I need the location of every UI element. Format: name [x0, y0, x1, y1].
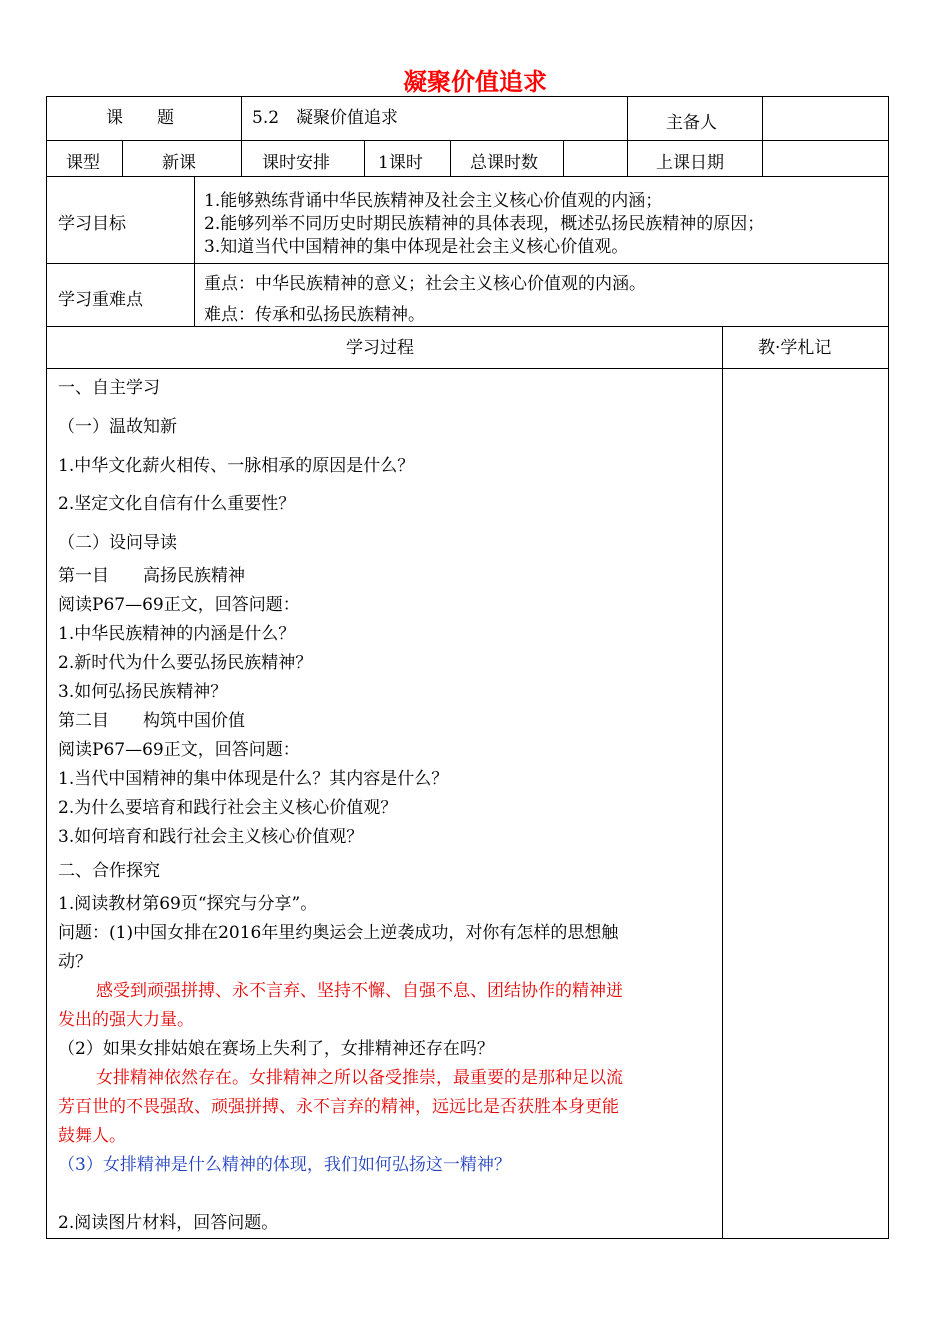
topic-value: 5.2 凝聚价值追求: [252, 108, 399, 128]
topic-label: 课 题: [106, 108, 174, 128]
question: 3.如何弘扬民族精神？: [58, 682, 228, 702]
type-label: 课型: [66, 153, 100, 173]
question: （2）如果女排姑娘在赛场上失利了，女排精神还存在吗？: [58, 1039, 494, 1059]
section-heading: 一、自主学习: [58, 378, 160, 398]
task: 1.阅读教材第69页“探究与分享”。: [58, 894, 318, 914]
preparer-value[interactable]: [772, 108, 882, 132]
question: 3.如何培育和践行社会主义核心价值观？: [58, 827, 364, 847]
question: 2.新时代为什么要弘扬民族精神？: [58, 653, 313, 673]
question: 动？: [58, 952, 92, 972]
notes-header: 教·学札记: [758, 338, 832, 358]
section-heading: 二、合作探究: [58, 861, 160, 881]
subsection-heading: （一）温故知新: [58, 417, 177, 437]
question: 1.中华文化薪火相传、一脉相承的原因是什么？: [58, 456, 415, 476]
question: 1.当代中国精神的集中体现是什么？其内容是什么？: [58, 769, 449, 789]
objectives-label: 学习目标: [58, 214, 126, 234]
objective-item: 3.知道当代中国精神的集中体现是社会主义核心价值观。: [204, 237, 629, 257]
schedule-value: 1课时: [378, 153, 423, 173]
total-hours-value[interactable]: [570, 146, 622, 170]
difficulty-text: 难点：传承和弘扬民族精神。: [204, 305, 425, 325]
objective-item: 1.能够熟练背诵中华民族精神及社会主义核心价值观的内涵；: [204, 191, 663, 211]
question: 2.为什么要培育和践行社会主义核心价值观？: [58, 798, 398, 818]
subsection-heading: （二）设问导读: [58, 533, 177, 553]
answer-text: 鼓舞人。: [58, 1126, 126, 1146]
type-value: 新课: [162, 153, 196, 173]
module-heading: 第二目 构筑中国价值: [58, 711, 245, 731]
answer-text: 女排精神依然存在。女排精神之所以备受推崇，最重要的是那种足以流: [96, 1068, 623, 1088]
preparer-label: 主备人: [666, 113, 717, 133]
reading-instruction: 阅读P67—69正文，回答问题：: [58, 595, 300, 615]
notes-column[interactable]: [730, 374, 882, 1232]
answer-text: 芳百世的不畏强敌、顽强拼搏、永不言弃的精神，远远比是否获胜本身更能: [58, 1097, 619, 1117]
document-title: 凝聚价值追求: [403, 67, 547, 96]
answer-text: 发出的强大力量。: [58, 1010, 194, 1030]
answer-text: 感受到顽强拼搏、永不言弃、坚持不懈、自强不息、团结协作的精神迸: [96, 981, 623, 1001]
total-hours-label: 总课时数: [470, 153, 538, 173]
question: （3）女排精神是什么精神的体现，我们如何弘扬这一精神？: [58, 1155, 511, 1175]
task: 2.阅读图片材料，回答问题。: [58, 1213, 279, 1233]
key-points-label: 学习重难点: [58, 290, 143, 310]
question: 1.中华民族精神的内涵是什么？: [58, 624, 296, 644]
objective-item: 2.能够列举不同历史时期民族精神的具体表现，概述弘扬民族精神的原因；: [204, 214, 765, 234]
focus-text: 重点：中华民族精神的意义；社会主义核心价值观的内涵。: [204, 274, 646, 294]
process-header: 学习过程: [346, 338, 414, 358]
question: 问题：(1)中国女排在2016年里约奥运会上逆袭成功，对你有怎样的思想触: [58, 923, 619, 943]
schedule-label: 课时安排: [262, 153, 330, 173]
reading-instruction: 阅读P67—69正文，回答问题：: [58, 740, 300, 760]
question: 2.坚定文化自信有什么重要性？: [58, 494, 296, 514]
module-heading: 第一目 高扬民族精神: [58, 566, 245, 586]
date-label: 上课日期: [656, 153, 724, 173]
date-value[interactable]: [772, 146, 882, 170]
